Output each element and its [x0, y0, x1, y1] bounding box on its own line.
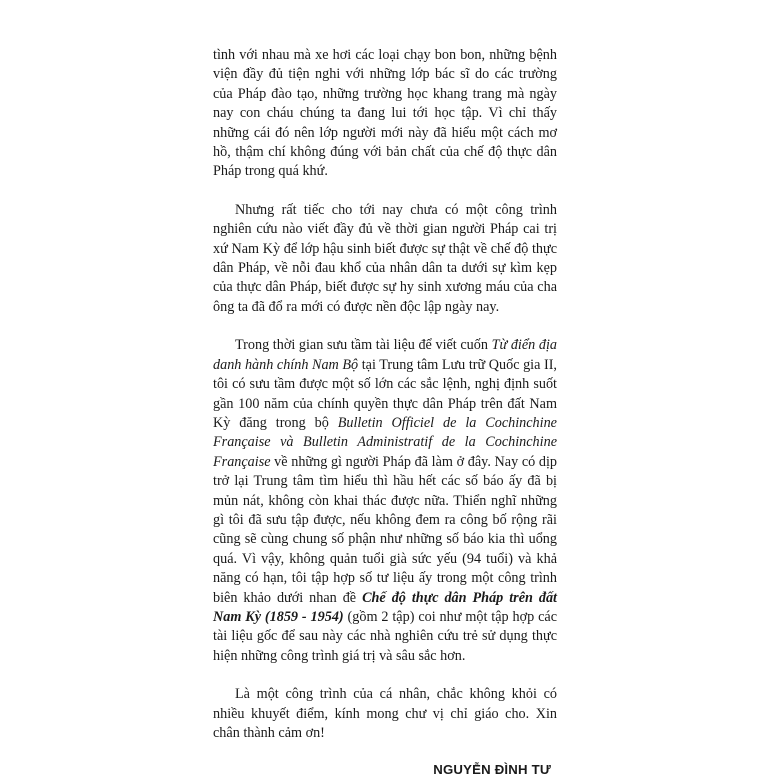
book-page — [213, 46, 557, 780]
text-segment: Chế độ thực dân Pháp trên đất Nam Kỳ (1859 - 1954) — [213, 589, 557, 625]
text-segment: Là một công trình của cá nhân, chắc không khỏi có nhiều khuyết điểm, kính mong chư vị chỉ giáo cho. Xin chân thành cảm ơn! — [213, 686, 557, 741]
text-segment: Nhưng rất tiếc cho tới nay chưa có một công trình nghiên cứu nào viết đầy đủ về thời gian người Pháp cai trị xứ Nam Kỳ để lớp hậu sinh biết được sự thật về chế độ thực dân Pháp, về nỗi đau khổ của nhân dân ta dưới sự kìm kẹp của thực dân Pháp, biết được sự hy sinh xương máu của cha ông ta đã đổ ra mới có được nền độc lập ngày nay. — [213, 201, 557, 315]
author-signature: NGUYỄN ĐÌNH TƯ — [433, 762, 551, 778]
text-segment: tại Trung tâm Lưu trữ Quốc gia II, tôi có sưu tầm được một số lớn các sắc lệnh, nghị định suốt gần 100 năm của chính quyền thực dân Pháp trên đất Nam Kỳ đăng trong bộ — [213, 356, 557, 431]
text-segment: tình với nhau mà xe hơi các loại chạy bon bon, những bệnh viện đầy đủ tiện nghi với những lớp bác sĩ do các trường của Pháp đào tạo, những trường học khang trang mà ngày nay con cháu chúng ta đang lui tới học tập. Vì chỉ thấy những cái đó nên lớp người mới này đã hiểu một cách mơ hồ, thậm chí không đúng với bản chất của chế độ thực dân Pháp trong quá khứ. — [213, 47, 557, 180]
paragraph-3 — [213, 336, 557, 666]
body-text — [213, 46, 557, 743]
text-segment: (gồm 2 tập) coi như một tập hợp các tài liệu gốc để sau này các nhà nghiên cứu trẻ sử dụng thực hiện những công trình giá trị và sâu sắc hơn. — [213, 608, 557, 664]
text-segment: về những gì người Pháp đã làm ở đây. Nay có dịp trở lại Trung tâm tìm hiểu thì hầu hết các số báo ấy đã bị mủn nát, không còn khai thác được nữa. Thiển nghĩ những gì tôi đã sưu tập được, nếu không đem ra công bố rộng rãi cũng sẽ cùng chung số phận như những số báo kia thì uổng quá. Vì vậy, không quản tuổi già sức yếu (94 tuổi) và khả năng có hạn, tôi tập hợp số tư liệu ấy trong một công trình biên khảo dưới nhan đề — [213, 453, 557, 606]
text-segment: Từ điển địa danh hành chính Nam Bộ — [213, 337, 558, 373]
paragraph-2 — [213, 201, 557, 317]
text-segment: Trong thời gian sưu tầm tài liệu để viết cuốn — [235, 337, 492, 354]
paragraph-1 — [213, 46, 557, 182]
text-segment: Bulletin Officiel de la Cochinchine Française và Bulletin Administratif de la Cochinchine Française — [213, 414, 557, 470]
paragraph-4 — [213, 685, 557, 743]
